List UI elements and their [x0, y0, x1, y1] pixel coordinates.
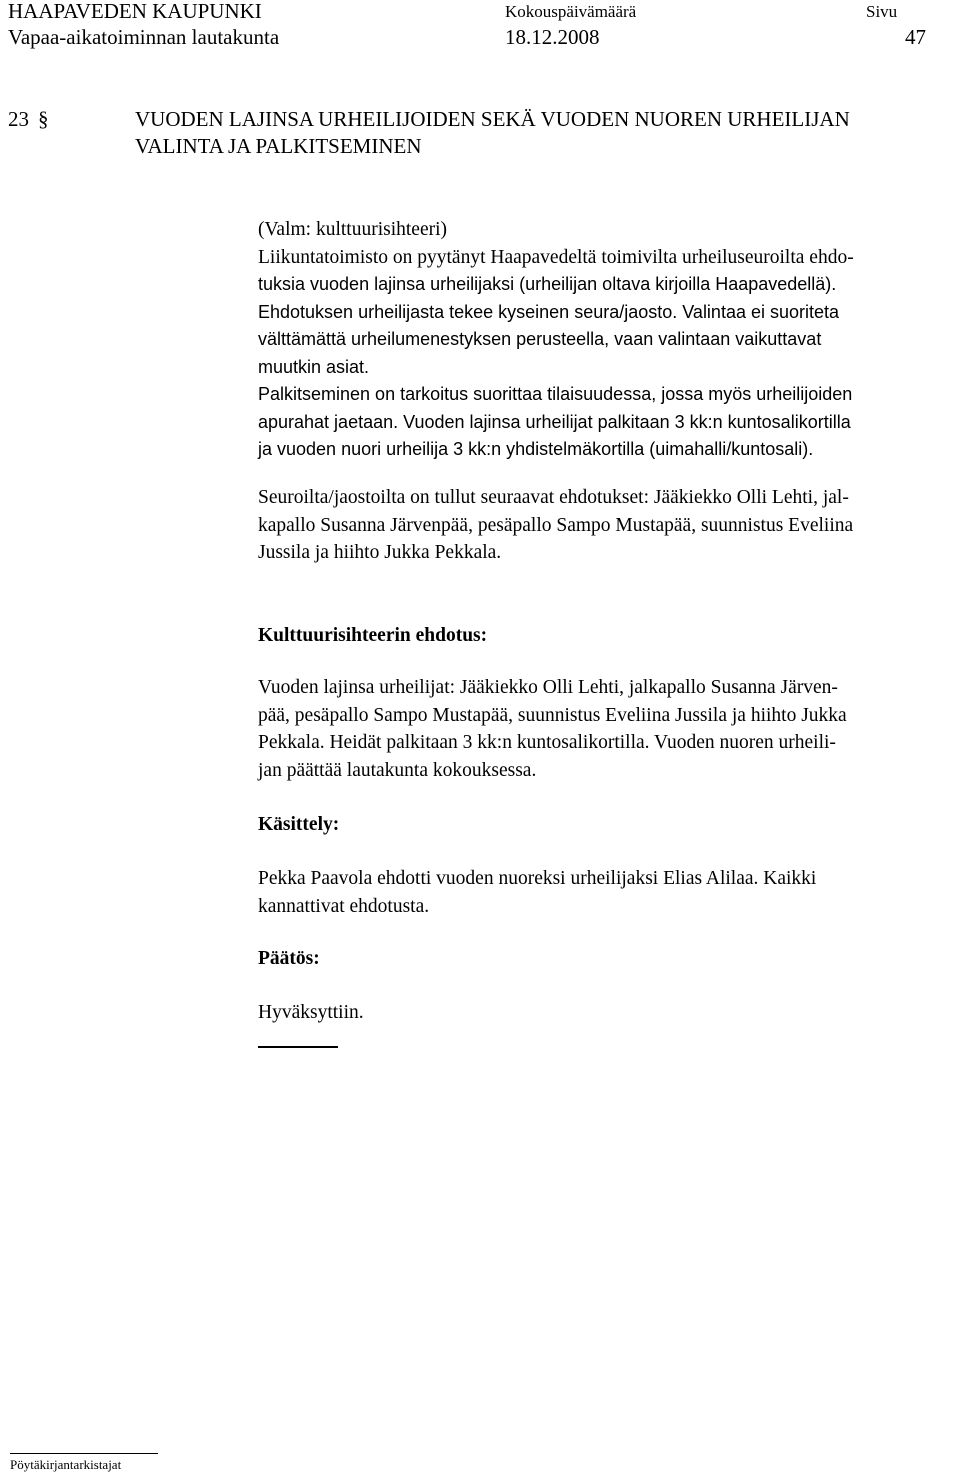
- intro-line: Palkitseminen on tarkoitus suorittaa tilaisuudessa, jossa myös urheilijoiden: [258, 384, 853, 404]
- header-org: HAAPAVEDEN KAUPUNKI: [8, 0, 262, 23]
- decision-heading: Päätös:: [258, 948, 320, 969]
- proposals-paragraph: [258, 484, 958, 567]
- footer-label: Pöytäkirjantarkistajat: [10, 1457, 122, 1472]
- section-number: 23: [8, 107, 29, 131]
- section-title-line-1: VUODEN LAJINSA URHEILIJOIDEN SEKÄ VUODEN NUOREN URHEILIJAN: [135, 107, 850, 131]
- header-body: Vapaa-aikatoiminnan lautakunta: [8, 25, 280, 49]
- intro-line: tuksia vuoden lajinsa urheilijaksi (urheilijan oltava kirjoilla Haapavedellä).: [258, 274, 837, 294]
- handling-line: kannattivat ehdotusta.: [258, 895, 430, 917]
- intro-line: apurahat jaetaan. Vuoden lajinsa urheilijat palkitaan 3 kk:n kuntosalikortilla: [258, 411, 851, 432]
- secretary-proposal-paragraph: [258, 674, 958, 784]
- secretary-proposal-line: pää, pesäpallo Sampo Mustapää, suunnistus Eveliina Jussila ja hiihto Jukka: [258, 704, 847, 726]
- secretary-proposal-line: jan päättää lautakunta kokouksessa.: [258, 759, 537, 781]
- proposals-line: kapallo Susanna Järvenpää, pesäpallo Sampo Mustapää, suunnistus Eveliina: [258, 514, 854, 536]
- secretary-proposal-line: Pekkala. Heidät palkitaan 3 kk:n kuntosalikortilla. Vuoden nuoren urheili-: [258, 732, 836, 753]
- intro-line: (Valm: kulttuurisihteeri): [258, 219, 448, 240]
- intro-paragraph: [258, 216, 958, 464]
- section-title-line-2: VALINTA JA PALKITSEMINEN: [135, 134, 422, 158]
- header-page-number: 47: [905, 25, 926, 49]
- intro-line: välttämättä urheilumenestyksen perusteella, vaan valintaan vaikuttavat: [258, 329, 822, 349]
- section-symbol: §: [38, 107, 49, 131]
- decision-end-rule: [258, 1046, 338, 1048]
- intro-line: muutkin asiat.: [258, 356, 370, 377]
- header-page-label: Sivu: [866, 2, 898, 21]
- handling-paragraph: [258, 865, 958, 920]
- intro-line: Ehdotuksen urheilijasta tekee kyseinen seura/jaosto. Valintaa ei suoriteta: [258, 301, 840, 322]
- footer-signature-rule: [10, 1453, 158, 1454]
- decision-text: Hyväksyttiin.: [258, 1002, 364, 1023]
- secretary-proposal-line: Vuoden lajinsa urheilijat: Jääkiekko Olli Lehti, jalkapallo Susanna Järven-: [258, 677, 838, 698]
- intro-line: ja vuoden nuori urheilija 3 kk:n yhdistelmäkortilla (uimahalli/kuntosali).: [258, 439, 814, 459]
- header-date: 18.12.2008: [505, 25, 600, 49]
- intro-line: Liikuntatoimisto on pyytänyt Haapavedeltä toimivilta urheiluseuroilta ehdo-: [258, 246, 854, 268]
- proposals-line: Jussila ja hiihto Jukka Pekkala.: [258, 542, 502, 563]
- header-date-label: Kokouspäivämäärä: [505, 2, 637, 21]
- handling-heading: Käsittely:: [258, 814, 340, 835]
- handling-line: Pekka Paavola ehdotti vuoden nuoreksi urheilijaksi Elias Alilaa. Kaikki: [258, 868, 817, 889]
- proposals-line: Seuroilta/jaostoilta on tullut seuraavat ehdotukset: Jääkiekko Olli Lehti, jal-: [258, 487, 849, 508]
- secretary-proposal-heading: Kulttuurisihteerin ehdotus:: [258, 625, 488, 646]
